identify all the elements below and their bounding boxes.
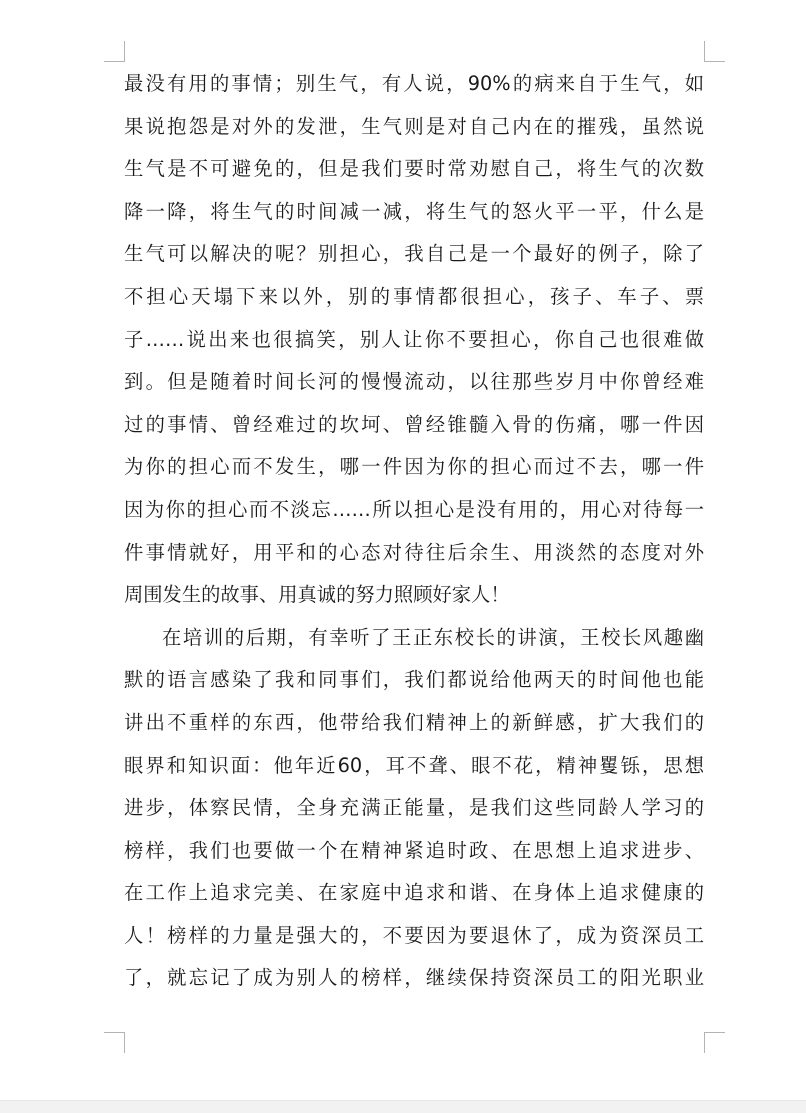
document-body[interactable] xyxy=(124,63,704,1000)
text-line: 果说抱怨是对外的发泄，生气则是对自己内在的摧残，虽然说 xyxy=(124,114,704,138)
text-line: 榜样，我们也要做一个在精神紧追时政、在思想上追求进步、 xyxy=(124,838,704,862)
text-line: 最没有用的事情；别生气，有人说，90%的病来自于生气，如 xyxy=(124,72,704,95)
text-line: 了，就忘记了成为别人的榜样，继续保持资深员工的阳光职业 xyxy=(124,966,704,990)
text-line: 子……说出来也很搞笑，别人让你不要担心，你自己也很难做 xyxy=(124,327,704,351)
crop-mark-top-right xyxy=(704,41,725,62)
paragraph-end-line: 周围发生的故事、用真诚的努力照顾好家人！ xyxy=(124,583,510,607)
paragraph-start-line: 在培训的后期，有幸听了王正东校长的讲演，王校长风趣幽 xyxy=(162,625,704,649)
text-line: 眼界和知识面：他年近60，耳不聋、眼不花，精神矍铄，思想 xyxy=(124,753,704,777)
text-line: 降一降，将生气的时间减一减，将生气的怒火平一平，什么是 xyxy=(124,199,704,223)
text-line: 在工作上追求完美、在家庭中追求和谐、在身体上追求健康的 xyxy=(124,881,704,905)
text-line: 生气是不可避免的，但是我们要时常劝慰自己，将生气的次数 xyxy=(124,157,704,181)
text-line: 件事情就好，用平和的心态对待往后余生、用淡然的态度对外 xyxy=(124,540,704,564)
text-line: 为你的担心而不发生，哪一件因为你的担心而过不去，哪一件 xyxy=(124,455,704,479)
text-line: 人！榜样的力量是强大的，不要因为要退休了，成为资深员工 xyxy=(124,923,704,947)
text-line: 因为你的担心而不淡忘……所以担心是没有用的，用心对待每一 xyxy=(124,497,704,521)
crop-mark-bottom-right xyxy=(704,1032,725,1053)
text-line: 默的语言感染了我和同事们，我们都说给他两天的时间他也能 xyxy=(124,668,704,692)
text-line: 讲出不重样的东西，他带给我们精神上的新鲜感，扩大我们的 xyxy=(124,710,704,734)
text-line: 进步，体察民情，全身充满正能量，是我们这些同龄人学习的 xyxy=(124,796,704,820)
crop-mark-bottom-left xyxy=(104,1032,125,1053)
text-line: 生气可以解决的呢？别担心，我自己是一个最好的例子，除了 xyxy=(124,242,704,266)
text-line: 不担心天塌下来以外，别的事情都很担心，孩子、车子、票 xyxy=(124,284,704,308)
text-line: 过的事情、曾经难过的坎坷、曾经锥髓入骨的伤痛，哪一件因 xyxy=(124,412,704,436)
text-line: 到。但是随着时间长河的慢慢流动，以往那些岁月中你曾经难 xyxy=(124,370,704,394)
page-gap-strip xyxy=(0,1100,806,1113)
crop-mark-top-left xyxy=(104,41,125,62)
